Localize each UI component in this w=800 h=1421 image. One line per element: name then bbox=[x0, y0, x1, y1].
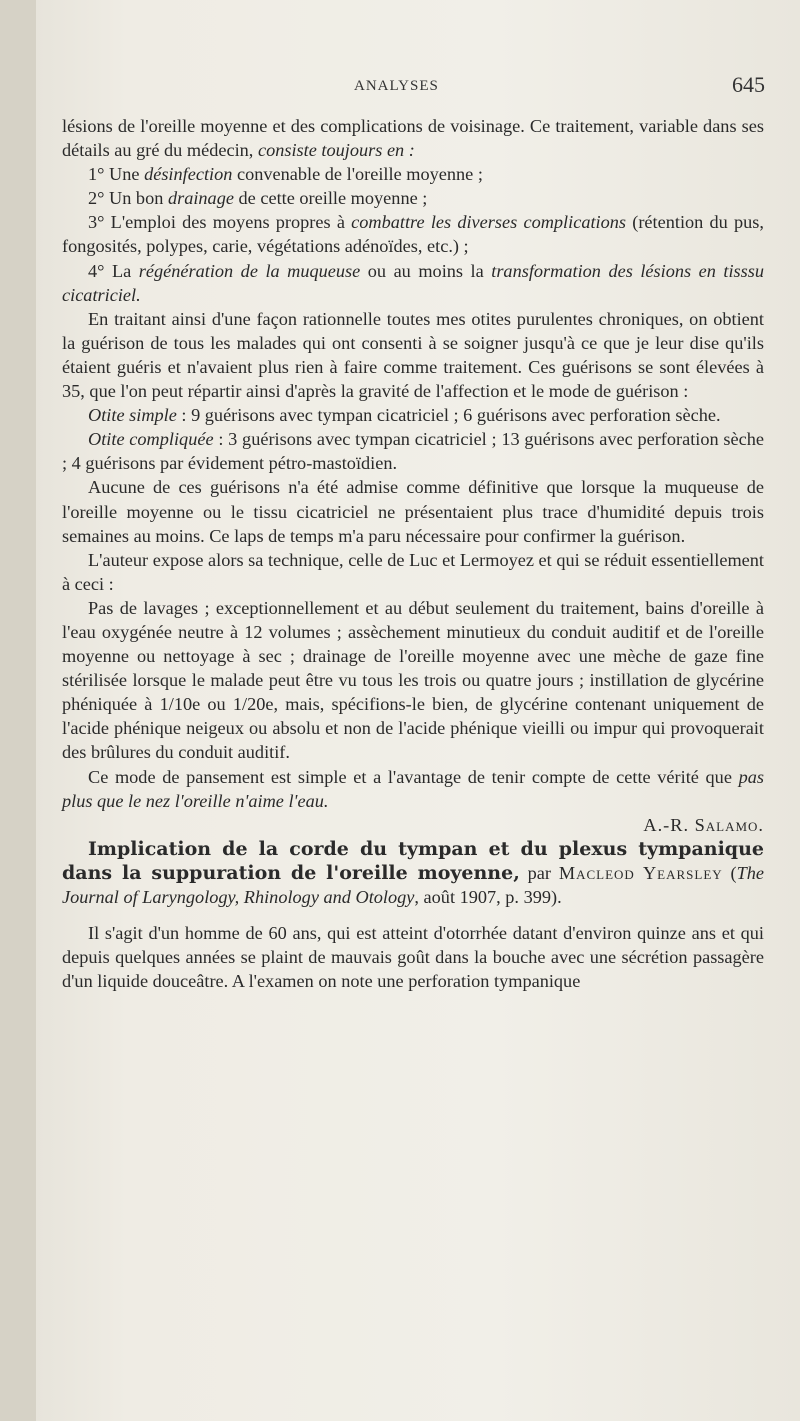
text-run: (rétention du pus, fongosités, polypes, carie, végétations adénoïdes, etc.) ; bbox=[62, 212, 764, 257]
text-run: convenable de l'oreille moyenne ; bbox=[232, 164, 483, 185]
list-item bbox=[62, 186, 764, 210]
text-run: ou au moins la bbox=[360, 260, 492, 281]
byline-word: par bbox=[519, 862, 559, 883]
emphasis: combattre les diverses complications bbox=[351, 212, 627, 233]
book-page bbox=[36, 0, 800, 1421]
text-run: 3° L'emploi des moyens propres à bbox=[88, 212, 352, 233]
emphasis: consiste toujours en : bbox=[257, 140, 415, 161]
paragraph bbox=[62, 403, 764, 427]
reference-details: , août 1907, p. 399). bbox=[414, 886, 562, 907]
body-text bbox=[62, 114, 764, 993]
article-heading bbox=[62, 837, 764, 909]
paragraph bbox=[62, 114, 764, 162]
text-run: : 3 guérisons avec tympan cicatriciel ; 13 guérisons avec perforation sèche ; 4 guérisons par évidement pétro-mastoïdien. bbox=[62, 429, 765, 474]
emphasis: régénération de la muqueuse bbox=[138, 260, 361, 281]
emphasis: pas plus que le nez l'oreille n'aime l'eau. bbox=[62, 766, 764, 811]
emphasis: transformation des lésions en tisssu cicatriciel. bbox=[62, 260, 765, 305]
text-run: 2° Un bon bbox=[88, 188, 168, 209]
text-run: Ce mode de pansement est simple et a l'avantage de tenir compte de cette vérité que bbox=[88, 766, 739, 787]
running-head: ANALYSES bbox=[354, 78, 439, 94]
list-item bbox=[62, 210, 764, 258]
text-run: 1° Une bbox=[88, 164, 145, 185]
paragraph: Aucune de ces guérisons n'a été admise comme définitive que lorsque la muqueuse de l'oreille moyenne ou le tissu cicatriciel ne présentaient plus trace d'humidité depuis trois semaines au moins. Ce laps de temps m'a paru nécessaire pour confirmer la guérison. bbox=[62, 477, 764, 546]
page-number: 645 bbox=[732, 72, 765, 97]
emphasis: Otite simple bbox=[88, 405, 177, 426]
text-run: de cette oreille moyenne ; bbox=[233, 188, 428, 209]
paragraph bbox=[62, 765, 764, 813]
emphasis: Otite compliquée bbox=[88, 429, 214, 450]
emphasis: désinfection bbox=[144, 164, 233, 185]
paragraph: L'auteur expose alors sa technique, celle de Luc et Lermoyez et qui se réduit essentiellement à ceci : bbox=[62, 549, 764, 594]
list-item bbox=[62, 162, 764, 186]
paragraph: Pas de lavages ; exceptionnellement et au début seulement du traitement, bains d'oreille à l'eau oxygénée neutre à 12 volumes ; assèchement minutieux du conduit auditif et de l'oreille moyenne ou nettoyage à sec ; drainage de l'oreille moyenne avec une mèche de gaze fine stérilisée lorsque le malade peut être vu tous les trois ou quatre jours ; instillation de glycérine phéniquée à 1/10e ou 1/20e, mais, spécifions-le bien, de glycérine contenant uniquement de l'acide phénique neigeux ou absolu et non de l'acide phénique vieilli ou impur qui provoquerait des brûlures du conduit auditif. bbox=[62, 597, 764, 763]
paragraph bbox=[62, 427, 764, 475]
reference-open: ( bbox=[722, 862, 737, 883]
text-run: : 9 guérisons avec tympan cicatriciel ; 6 guérisons avec perforation sèche. bbox=[176, 405, 721, 426]
journal-name: The Journal of Laryngology, Rhinology and Otology bbox=[62, 862, 764, 907]
text-run: lésions de l'oreille moyenne et des complications de voisinage. Ce traitement, variable dans ses détails au gré du médecin, bbox=[62, 116, 764, 161]
article-title: Implication de la corde du tympan et du plexus tympanique dans la suppuration de l'oreille moyenne, bbox=[62, 837, 764, 884]
page-header bbox=[36, 72, 800, 102]
text-run: 4° La bbox=[88, 260, 139, 281]
article-author: Macleod Yearsley bbox=[558, 862, 723, 883]
list-item bbox=[62, 259, 764, 307]
emphasis: drainage bbox=[167, 188, 234, 209]
paragraph: En traitant ainsi d'une façon rationnelle toutes mes otites purulentes chroniques, on obtient la guérison de tous les malades qui ont consenti à se soigner jusqu'à ce que je leur dise qu'ils étaient guéris et n'avaient plus rien à faire comme traitement. Ces guérisons se sont élevées à 35, que l'on peut répartir ainsi d'après la gravité de l'affection et le mode de guérison : bbox=[62, 308, 764, 402]
author-signature: A.-R. Salamo. bbox=[643, 814, 764, 835]
paragraph: Il s'agit d'un homme de 60 ans, qui est atteint d'otorrhée datant d'environ quinze ans et qui depuis quelques années se plaint de mauvais goût dans la bouche avec une sécrétion passagère d'un liquide douceâtre. A l'examen on note une perforation tympanique bbox=[62, 922, 764, 991]
